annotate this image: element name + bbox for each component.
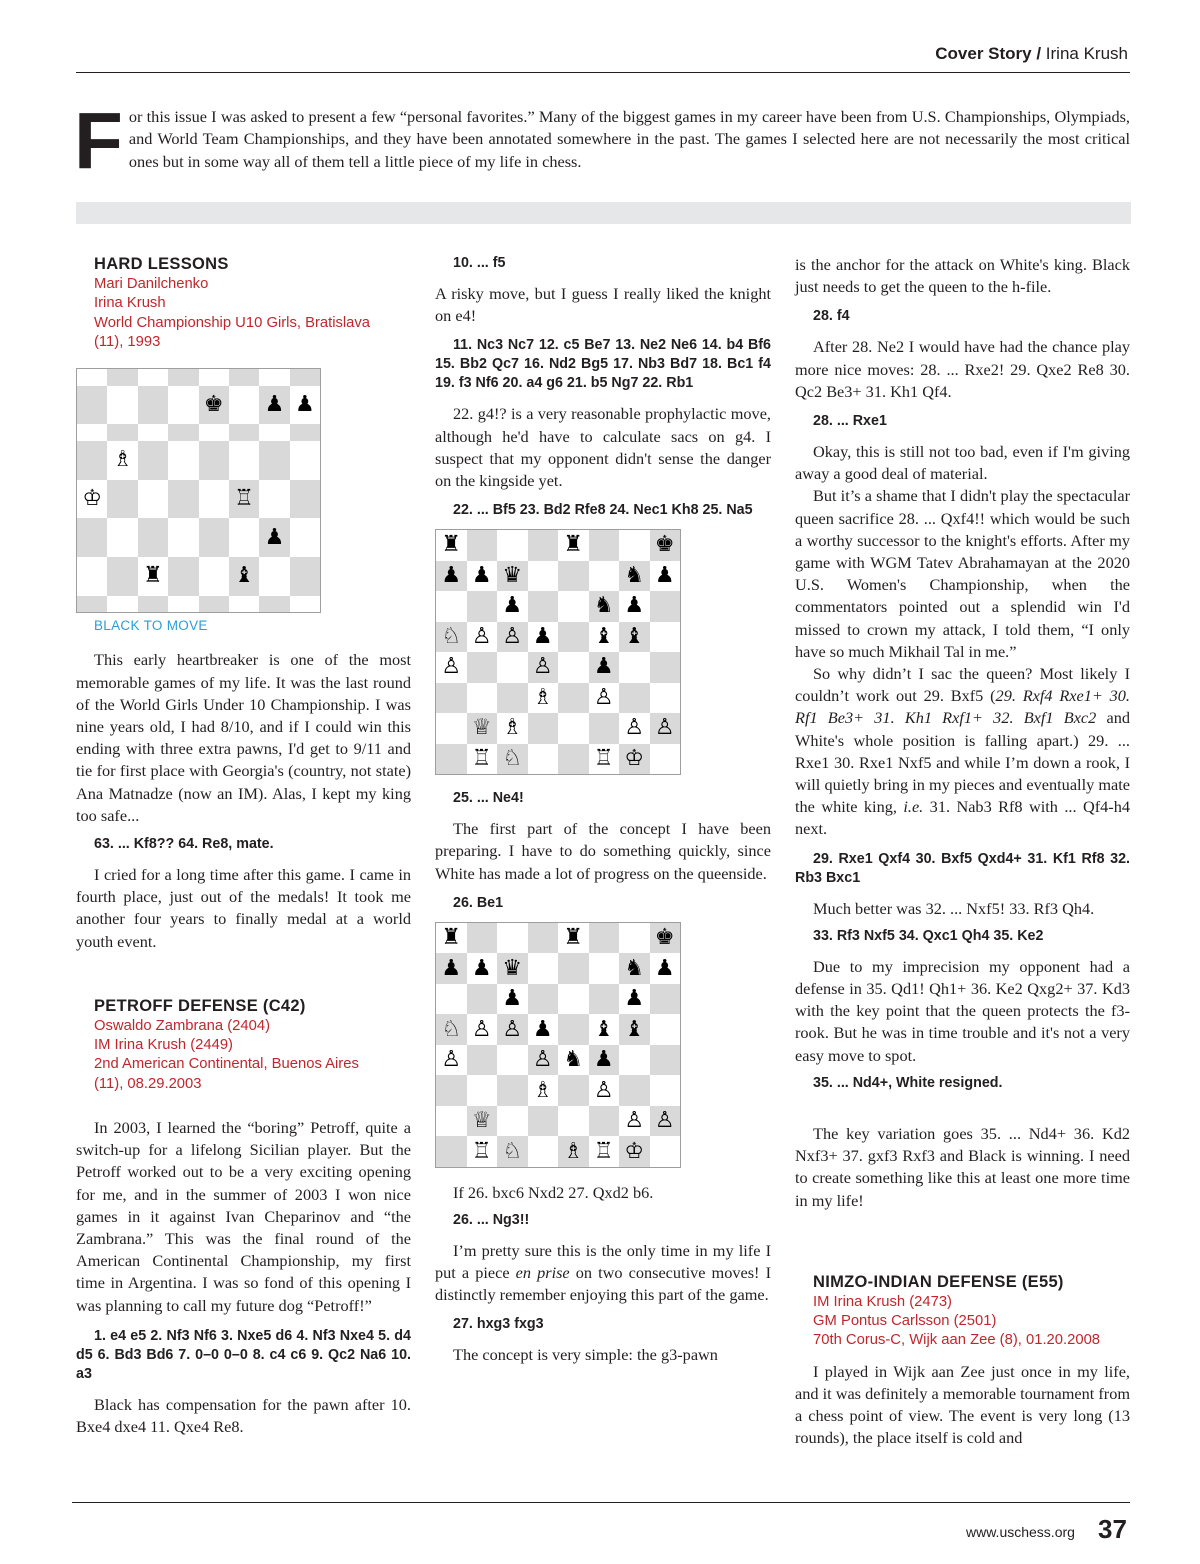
board-square (290, 557, 320, 596)
footer-url: www.uschess.org (966, 1524, 1075, 1540)
col3-paragraph-6: Much better was 32. ... Nxf5! 33. Rf3 Qh4. (813, 898, 1095, 918)
board-square (528, 713, 559, 744)
game3-title: NIMZO-INDIAN DEFENSE (E55) (813, 1272, 1064, 1291)
black-bishop-icon: ♝ (229, 557, 259, 596)
ie-italic: i.e. (903, 797, 924, 817)
black-pawn-icon: ♟ (589, 1045, 620, 1076)
board-square (138, 386, 168, 425)
header-author: Irina Krush (1041, 44, 1128, 63)
board-square (497, 683, 528, 714)
move-10-f5: 10. ... f5 (453, 255, 506, 271)
board-square (77, 386, 107, 425)
col3-paragraph-7: Due to my imprecision my opponent had a defense in 35. Qd1! Qh1+ 36. Ke2 Qxg2+ 37. Kd3 with the key point that the queen protects the f3-rook. But he was in time trouble and it's not a very easy move to spot. (795, 956, 1130, 1065)
board-square (619, 683, 650, 714)
black-pawn-icon: ♟ (528, 1014, 559, 1045)
moves-11-22: 11. Nc3 Nc7 12. c5 Be7 13. Ne2 Ne6 14. b4 Bf6 15. Bb2 Qc7 16. Nd2 Bg5 17. Nb3 Bd7 18. Bc1 f4 19. f3 Nf6 20. a4 g6 21. b5 Ng7 22. Rb1 (435, 337, 771, 392)
board-square (138, 596, 168, 613)
black-knight-icon: ♞ (589, 591, 620, 622)
section-title: Cover Story / (935, 44, 1042, 63)
white-bishop-icon: ♗ (107, 441, 137, 480)
intro-text: or this issue I was asked to present a few “personal favorites.” Many of the biggest games in my career have been from U.S. Championships, Olympiads, and World Team Championships, and they have been annotated somewhere in the past. The games I selected here are not necessarily the most critical ones but in some way all of them tell a little piece of my life in chess. (128, 107, 1130, 171)
board-square (467, 1075, 498, 1106)
white-king-icon: ♔ (619, 1136, 650, 1167)
move-25-ne4: 25. ... Ne4! (453, 790, 524, 807)
board-square (589, 530, 620, 561)
column-3 (795, 254, 1130, 1449)
board-square (528, 591, 559, 622)
board-square (290, 596, 320, 613)
board-square (229, 518, 259, 557)
board-square (528, 1136, 559, 1167)
col2-p5-text-end: on two consecutive moves! I distinctly remember enjoying this part of the game. (435, 1263, 771, 1305)
column-2 (435, 254, 771, 1366)
board-square (619, 1045, 650, 1076)
move-26-be1: 26. Be1 (453, 894, 504, 911)
game2-black: IM Irina Krush (2449) (94, 1037, 233, 1054)
board-square (467, 591, 498, 622)
drop-cap: F (74, 96, 123, 185)
board-square (497, 530, 528, 561)
board-square (650, 1136, 681, 1167)
board-square (436, 984, 467, 1015)
board-square (259, 424, 289, 441)
game1-paragraph-1: This early heartbreaker is one of the most memorable games of my life. It was the last round of the World Girls Under 10 Championship. I was nine years old, I had 8/10, and if I could win this ending with three extra pawns, I'd get to 9/11 and tie for first place with Georgia's (country, not state) Ana Matnadze (now an IM). Alas, I kept my king too safe... (76, 650, 411, 825)
black-pawn-icon: ♟ (497, 591, 528, 622)
white-queen-icon: ♕ (467, 1106, 498, 1137)
black-bishop-icon: ♝ (589, 622, 620, 653)
black-pawn-icon: ♟ (650, 953, 681, 984)
board-square (290, 441, 320, 480)
game1-white: Mari Danilchenko (94, 276, 209, 292)
board-square (259, 557, 289, 596)
black-bishop-icon: ♝ (589, 1014, 620, 1045)
board-square (497, 1075, 528, 1106)
chess-diagram-1 (76, 368, 321, 613)
black-queen-icon: ♛ (497, 561, 528, 592)
white-pawn-icon: ♙ (589, 1075, 620, 1106)
black-rook-icon: ♜ (138, 557, 168, 596)
move-35-resigned: 35. ... Nd4+, White resigned. (813, 1074, 1003, 1091)
board-square (558, 984, 589, 1015)
game3-black: GM Pontus Carlsson (2501) (813, 1313, 997, 1329)
moves-22-25: 22. ... Bf5 23. Bd2 Rfe8 24. Nec1 Kh8 25. Na5 (453, 502, 753, 519)
chess-diagram-3 (435, 922, 681, 1168)
white-bishop-icon: ♗ (528, 1075, 559, 1106)
board-square (168, 518, 198, 557)
board-square (290, 369, 320, 386)
board-square (436, 1136, 467, 1167)
board-square (107, 369, 137, 386)
board-square (168, 386, 198, 425)
board-square (168, 369, 198, 386)
black-knight-icon: ♞ (558, 1045, 589, 1076)
board-square (558, 683, 589, 714)
col2-p5-text: I’m pretty sure this is the only time in my life I put a piece (435, 1241, 771, 1283)
white-pawn-icon: ♙ (650, 1106, 681, 1137)
board-square (467, 652, 498, 683)
board-square (528, 1106, 559, 1137)
board-square (107, 518, 137, 557)
board-square (107, 596, 137, 613)
white-knight-icon: ♘ (436, 622, 467, 653)
board-square (467, 1045, 498, 1076)
board-square (199, 480, 229, 519)
black-king-icon: ♚ (650, 530, 681, 561)
black-pawn-icon: ♟ (619, 591, 650, 622)
board-square (436, 591, 467, 622)
game2-title: PETROFF DEFENSE (C42) (94, 996, 306, 1015)
board-square (497, 923, 528, 954)
black-pawn-icon: ♟ (589, 652, 620, 683)
board-square (77, 557, 107, 596)
col2-paragraph-1: A risky move, but I guess I really liked the knight on e4! (435, 284, 771, 326)
board-square (558, 713, 589, 744)
white-bishop-icon: ♗ (528, 683, 559, 714)
game2-round: (11), 08.29.2003 (94, 1075, 202, 1092)
move-28-rxe1: 28. ... Rxe1 (813, 413, 887, 430)
col3-paragraph-5 (795, 663, 1130, 841)
game1-paragraph-2: I cried for a long time after this game. I came in fourth place, just out of the medals! It took me another four years to finally medal at a world youth event. (76, 865, 411, 951)
board-square (589, 923, 620, 954)
board-square (77, 518, 107, 557)
board-square (436, 713, 467, 744)
game1-event: World Championship U10 Girls, Bratislava (94, 314, 371, 331)
white-knight-icon: ♘ (436, 1014, 467, 1045)
black-rook-icon: ♜ (558, 923, 589, 954)
board-square (619, 530, 650, 561)
moves-29-32: 29. Rxe1 Qxf4 30. Bxf5 Qxd4+ 31. Kf1 Rf8 32. Rb3 Bxc1 (795, 850, 1130, 886)
move-27: 27. hxg3 fxg3 (453, 1315, 544, 1332)
white-pawn-icon: ♙ (497, 622, 528, 653)
game2-moves: 1. e4 e5 2. Nf3 Nf6 3. Nxe5 d6 4. Nf3 Nxe4 5. d4 d5 6. Bd3 Bd6 7. 0–0 0–0 8. c4 c6 9. Qc2 Na6 10. a3 (76, 1327, 411, 1382)
white-bishop-icon: ♗ (497, 713, 528, 744)
board-square (436, 744, 467, 775)
white-pawn-icon: ♙ (528, 1045, 559, 1076)
board-square (619, 923, 650, 954)
page-number: 37 (1098, 1514, 1127, 1544)
black-pawn-icon: ♟ (259, 518, 289, 557)
black-pawn-icon: ♟ (528, 622, 559, 653)
board-square (229, 424, 259, 441)
board-square (199, 557, 229, 596)
board-square (528, 953, 559, 984)
game2-paragraph-1: In 2003, I learned the “boring” Petroff, quite a switch-up for a lifelong Sicilian player. But the Petroff worked out to be a very exciting opening for me, and in the summer of 2003 I won nice games in it against Ivan Cheparinov and “the Zambrana.” This was the final round of the American Continental Championship, my first time in Argentina. I was so fond of this opening I was planning to call my future dog “Petroff!” (76, 1118, 411, 1315)
game2-white: Oswaldo Zambrana (2404) (94, 1017, 271, 1034)
board-square (497, 1106, 528, 1137)
board-square (138, 480, 168, 519)
col2-paragraph-6: The concept is very simple: the g3-pawn (453, 1344, 718, 1364)
black-pawn-icon: ♟ (497, 984, 528, 1015)
board-square (436, 683, 467, 714)
board-square (199, 596, 229, 613)
black-pawn-icon: ♟ (467, 953, 498, 984)
board-square (650, 1014, 681, 1045)
chess-diagram-2 (435, 529, 681, 775)
game3-event: 70th Corus-C, Wijk aan Zee (8), 01.20.2008 (813, 1332, 1101, 1349)
white-pawn-icon: ♙ (650, 713, 681, 744)
board-square (650, 1075, 681, 1106)
white-knight-icon: ♘ (497, 744, 528, 775)
board-square (589, 953, 620, 984)
white-pawn-icon: ♙ (436, 652, 467, 683)
board-square (168, 441, 198, 480)
footer-rule (72, 1502, 1130, 1503)
board-square (229, 596, 259, 613)
board-square (138, 424, 168, 441)
black-pawn-icon: ♟ (436, 561, 467, 592)
board-square (168, 596, 198, 613)
col3-p5-text-mid: and White's whole position is falling apart.) 29. ... Rxe1 30. Rxe1 Nxf5 and while I’m down a rook, I will quietly bring in my pieces and eventually mate the white king, (795, 708, 1130, 817)
move-26-ng3: 26. ... Ng3!! (453, 1212, 530, 1229)
board-square (290, 424, 320, 441)
board-square (467, 923, 498, 954)
board-square (229, 441, 259, 480)
white-pawn-icon: ♙ (589, 683, 620, 714)
board-square (558, 953, 589, 984)
board-square (259, 596, 289, 613)
white-pawn-icon: ♙ (619, 1106, 650, 1137)
board-square (229, 386, 259, 425)
game3-white: IM Irina Krush (2473) (813, 1293, 952, 1310)
board-square (168, 424, 198, 441)
board-square (497, 1045, 528, 1076)
black-pawn-icon: ♟ (259, 386, 289, 425)
board-square (436, 1075, 467, 1106)
black-bishop-icon: ♝ (619, 622, 650, 653)
board-square (558, 591, 589, 622)
board-square (199, 369, 229, 386)
board-square (259, 441, 289, 480)
col3-p5-text-end: 31. Nab3 Rf8 with ... Qf4-h4 next. (795, 797, 1131, 839)
board-square (650, 984, 681, 1015)
board-square (199, 441, 229, 480)
diagram-caption: BLACK TO MOVE (94, 618, 208, 634)
black-rook-icon: ♜ (436, 530, 467, 561)
running-header (76, 44, 1128, 64)
board-square (650, 622, 681, 653)
col2-paragraph-3: The first part of the concept I have been preparing. I have to do something quickly, since White has made a lot of progress on the queenside. (435, 819, 771, 883)
board-square (619, 652, 650, 683)
board-square (259, 369, 289, 386)
board-square (589, 984, 620, 1015)
board-square (528, 530, 559, 561)
board-square (229, 369, 259, 386)
black-bishop-icon: ♝ (619, 1014, 650, 1045)
column-1 (76, 254, 411, 1438)
black-rook-icon: ♜ (436, 923, 467, 954)
board-square (107, 386, 137, 425)
black-king-icon: ♚ (650, 923, 681, 954)
col2-paragraph-2: 22. g4!? is a very reasonable prophylactic move, although he'd have to calculate sacs on g4. I suspect that my opponent didn't sense the danger on the kingside yet. (435, 404, 771, 491)
board-square (467, 683, 498, 714)
board-square (650, 591, 681, 622)
board-square (199, 518, 229, 557)
game1-round: (11), 1993 (94, 333, 161, 350)
board-square (589, 713, 620, 744)
white-pawn-icon: ♙ (619, 713, 650, 744)
board-square (528, 744, 559, 775)
board-square (650, 652, 681, 683)
black-pawn-icon: ♟ (436, 953, 467, 984)
black-pawn-icon: ♟ (467, 561, 498, 592)
board-square (497, 652, 528, 683)
board-square (467, 984, 498, 1015)
board-square (589, 561, 620, 592)
white-pawn-icon: ♙ (436, 1045, 467, 1076)
col3-paragraph-3: Okay, this is still not too bad, even if I'm giving away a good deal of material. (795, 442, 1130, 484)
board-square (558, 1106, 589, 1137)
board-square (558, 1075, 589, 1106)
game3-paragraph-1: I played in Wijk aan Zee just once in my life, and it was definitely a memorable tournament from a chess point of view. The event is very long (13 rounds), the place itself is cold and (795, 1361, 1131, 1448)
white-rook-icon: ♖ (589, 1136, 620, 1167)
black-pawn-icon: ♟ (619, 984, 650, 1015)
white-rook-icon: ♖ (467, 1136, 498, 1167)
col3-paragraph-1: is the anchor for the attack on White's king. Black just needs to get the queen to the h-file. (795, 255, 1130, 297)
board-square (528, 923, 559, 954)
white-pawn-icon: ♙ (467, 1014, 498, 1045)
black-rook-icon: ♜ (558, 530, 589, 561)
white-rook-icon: ♖ (589, 744, 620, 775)
board-square (259, 480, 289, 519)
move-28-f4: 28. f4 (813, 308, 850, 325)
white-pawn-icon: ♙ (528, 652, 559, 683)
white-rook-icon: ♖ (467, 744, 498, 775)
board-square (436, 1106, 467, 1137)
board-square (138, 369, 168, 386)
black-king-icon: ♚ (199, 386, 229, 425)
white-king-icon: ♔ (619, 744, 650, 775)
board-square (589, 1106, 620, 1137)
white-pawn-icon: ♙ (497, 1014, 528, 1045)
game2-event: 2nd American Continental, Buenos Aires (94, 1056, 359, 1073)
board-square (77, 441, 107, 480)
board-square (467, 530, 498, 561)
black-pawn-icon: ♟ (290, 386, 320, 425)
board-square (558, 622, 589, 653)
game2-paragraph-2: Black has compensation for the pawn after 10. Bxe4 dxe4 11. Qxe4 Re8. (76, 1394, 411, 1437)
board-square (558, 561, 589, 592)
game1-title: HARD LESSONS (94, 255, 229, 273)
board-square (528, 984, 559, 1015)
header-rule (76, 72, 1130, 73)
board-square (290, 518, 320, 557)
board-square (138, 441, 168, 480)
board-square (168, 557, 198, 596)
board-square (77, 424, 107, 441)
board-square (528, 561, 559, 592)
separator-band (76, 202, 1131, 224)
white-queen-icon: ♕ (467, 713, 498, 744)
intro-paragraph (74, 96, 1130, 185)
moves-33-35: 33. Rf3 Nxf5 34. Qxc1 Qh4 35. Ke2 (813, 927, 1044, 944)
black-knight-icon: ♞ (619, 953, 650, 984)
board-square (168, 480, 198, 519)
col3-p5-italic: 29. Rxf4 Rxe1+ 30. Rf1 Be3+ 31. Kh1 Rxf1+ 32. Bxf1 Bxc2 (795, 686, 1130, 728)
board-square (650, 744, 681, 775)
board-square (107, 424, 137, 441)
board-square (77, 369, 107, 386)
en-prise-italic: en prise (515, 1263, 570, 1283)
board-square (650, 1045, 681, 1076)
board-square (138, 518, 168, 557)
col2-paragraph-4: If 26. bxc6 Nxd2 27. Qxd2 b6. (453, 1182, 654, 1202)
game1-moves: 63. ... Kf8?? 64. Re8, mate. (94, 836, 274, 853)
board-square (558, 652, 589, 683)
board-square (199, 424, 229, 441)
col3-paragraph-8: The key variation goes 35. ... Nd4+ 36. Kd2 Nxf3+ 37. gxf3 Rxf3 and Black is winning. I need to create something like this at least one more time in my life! (795, 1123, 1130, 1210)
white-rook-icon: ♖ (229, 480, 259, 519)
board-square (107, 557, 137, 596)
black-queen-icon: ♛ (497, 953, 528, 984)
col2-paragraph-5 (435, 1240, 771, 1307)
col3-p5-text: So why didn’t I sac the queen? Most likely I couldn’t work out 29. Bxf5 ( (795, 664, 1130, 706)
white-bishop-icon: ♗ (558, 1136, 589, 1167)
board-square (77, 596, 107, 613)
white-king-icon: ♔ (77, 480, 107, 519)
black-pawn-icon: ♟ (650, 561, 681, 592)
game1-black: Irina Krush (94, 295, 166, 312)
white-pawn-icon: ♙ (467, 622, 498, 653)
white-knight-icon: ♘ (497, 1136, 528, 1167)
board-square (290, 480, 320, 519)
black-knight-icon: ♞ (619, 561, 650, 592)
board-square (650, 683, 681, 714)
col3-paragraph-4: But it’s a shame that I didn't play the spectacular queen sacrifice 28. ... Qxf4!! which would be such a worthy successor to the knight's efforts. After my game with WGM Tatev Abrahamayan at the 2020 U.S. Women's Championship, when the commentators pointed out a splendid win I'd missed to crown my attack, I told them, “I only have so much Mikhail Tal in me.” (795, 486, 1130, 661)
board-square (558, 1014, 589, 1045)
board-square (558, 744, 589, 775)
board-square (107, 480, 137, 519)
col3-paragraph-2: After 28. Ne2 I would have had the chance play more nice moves: 28. ... Rxe2! 29. Qxe2 Re8 30. Qc2 Be3+ 31. Kh1 Qf4. (795, 337, 1130, 401)
board-square (619, 1075, 650, 1106)
